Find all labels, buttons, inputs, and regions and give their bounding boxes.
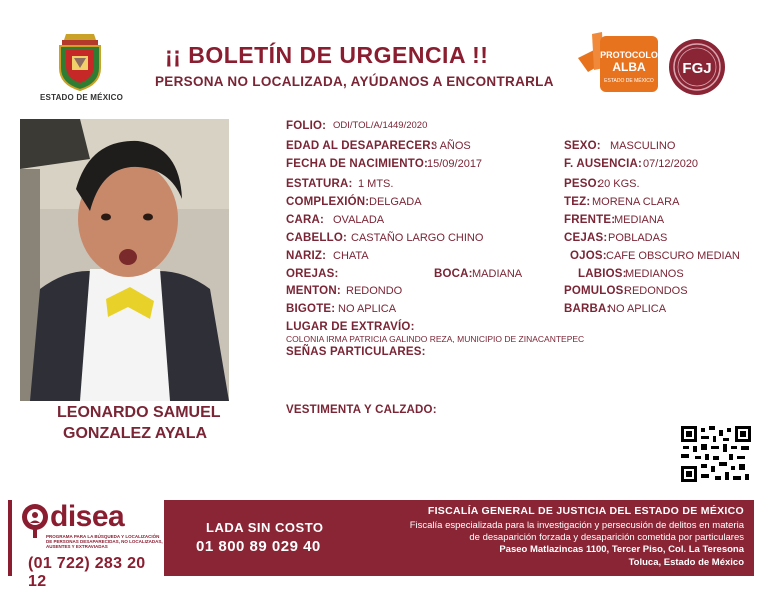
fiscalia-line1: Fiscalía especializada para la investigación y persecusión de delitos en materia	[409, 520, 744, 531]
lada-number: 01 800 89 029 40	[196, 538, 321, 555]
fiscalia-title: FISCALÍA GENERAL DE JUSTICIA DEL ESTADO DE MÉXICO	[427, 505, 744, 517]
edad-label: EDAD AL DESAPARECER:	[286, 140, 435, 152]
cabello-value: CASTAÑO LARGO CHINO	[351, 232, 484, 244]
lada-label: LADA SIN COSTO	[206, 520, 324, 535]
fiscalia-band	[164, 500, 754, 576]
nacimiento-value: 15/09/2017	[427, 158, 483, 170]
odisea-panel	[8, 500, 164, 590]
alba-line1: PROTOCOLO	[600, 50, 658, 60]
estatura-value: 1 MTS.	[358, 178, 394, 190]
tez-label: TEZ:	[564, 196, 591, 208]
nariz-value: CHATA	[333, 250, 369, 262]
ausencia-label: F. AUSENCIA:	[564, 158, 643, 170]
vestimenta-label: VESTIMENTA Y CALZADO:	[286, 404, 437, 416]
fgj-text: FGJ	[682, 60, 712, 77]
bulletin-subtitle: PERSONA NO LOCALIZADA, AYÚDANOS A ENCONTRARLA	[155, 74, 554, 89]
fgj-seal-logo	[668, 38, 726, 96]
folio-value: ODI/TOL/A/1449/2020	[333, 120, 428, 131]
qr-code	[681, 426, 751, 482]
menton-value: REDONDO	[346, 285, 403, 297]
ojos-value: CAFE OBSCURO MEDIAN	[606, 250, 740, 262]
ausencia-value: 07/12/2020	[643, 158, 699, 170]
frente-value: MEDIANA	[614, 214, 665, 226]
labios-label: LABIOS:	[578, 268, 627, 280]
person-name-line2: GONZALEZ AYALA	[63, 425, 208, 442]
lugar-value: COLONIA IRMA PATRICIA GALINDO REZA, MUNICIPIO DE ZINACANTEPEC	[286, 334, 585, 344]
estado-de-mexico-label: ESTADO DE MÉXICO	[40, 93, 124, 102]
boca-label: BOCA:	[434, 268, 473, 280]
odisea-logo-text: disea	[50, 500, 125, 533]
menton-label: MENTON:	[286, 285, 341, 297]
odisea-magnifier-icon	[18, 502, 52, 538]
edad-value: 3 AÑOS	[431, 140, 471, 152]
folio-label: FOLIO:	[286, 120, 327, 132]
missing-person-photo	[20, 119, 229, 401]
boca-value: MADIANA	[472, 268, 523, 280]
estado-de-mexico-logo	[52, 30, 108, 92]
odisea-description: PROGRAMA PARA LA BÚSQUEDA Y LOCALIZACIÓN DE PERSONAS DESAPARECIDAS, NO LOCALIZADAS, AUSENTES Y EXTRAVIADAS	[46, 534, 163, 549]
peso-value: 20 KGS.	[598, 178, 640, 190]
estatura-label: ESTATURA:	[286, 178, 353, 190]
address-line2: Toluca, Estado de México	[628, 557, 744, 568]
tez-value: MORENA CLARA	[592, 196, 680, 208]
fiscalia-line2: de desaparición forzada y desaparición cometida por particulares	[469, 532, 744, 543]
bigote-label: BIGOTE:	[286, 303, 336, 315]
pomulos-label: POMULOS:	[564, 285, 628, 297]
sexo-label: SEXO:	[564, 140, 601, 152]
alba-line3: ESTADO DE MÉXICO	[604, 78, 654, 84]
nacimiento-label: FECHA DE NACIMIENTO:	[286, 158, 428, 170]
peso-label: PESO:	[564, 178, 601, 190]
cara-label: CARA:	[286, 214, 325, 226]
person-name-line1: LEONARDO SAMUEL	[57, 404, 221, 421]
complexion-label: COMPLEXIÓN:	[286, 196, 370, 208]
orejas-label: OREJAS:	[286, 268, 339, 280]
bigote-value: NO APLICA	[338, 303, 397, 315]
labios-value: MEDIANOS	[625, 268, 684, 280]
odisea-phone: (01 722) 283 20 12	[28, 555, 146, 590]
sexo-value: MASCULINO	[610, 140, 676, 152]
footer	[8, 500, 754, 590]
ojos-label: OJOS:	[570, 250, 607, 262]
bulletin-title: ¡¡ BOLETÍN DE URGENCIA !!	[165, 42, 489, 68]
cabello-label: CABELLO:	[286, 232, 348, 244]
cara-value: OVALADA	[333, 214, 385, 226]
pomulos-value: REDONDOS	[624, 285, 688, 297]
barba-value: NO APLICA	[608, 303, 667, 315]
complexion-value: DELGADA	[369, 196, 422, 208]
alba-line2: ALBA	[612, 60, 646, 74]
cejas-label: CEJAS:	[564, 232, 608, 244]
senas-label: SEÑAS PARTICULARES:	[286, 346, 426, 358]
nariz-label: NARIZ:	[286, 250, 327, 262]
lugar-label: LUGAR DE EXTRAVÍO:	[286, 321, 415, 333]
protocolo-alba-logo	[574, 28, 662, 100]
barba-label: BARBA:	[564, 303, 611, 315]
address-line1: Paseo Matlazincas 1100, Tercer Piso, Col. La Teresona	[499, 544, 744, 555]
frente-label: FRENTE:	[564, 214, 616, 226]
cejas-value: POBLADAS	[608, 232, 668, 244]
